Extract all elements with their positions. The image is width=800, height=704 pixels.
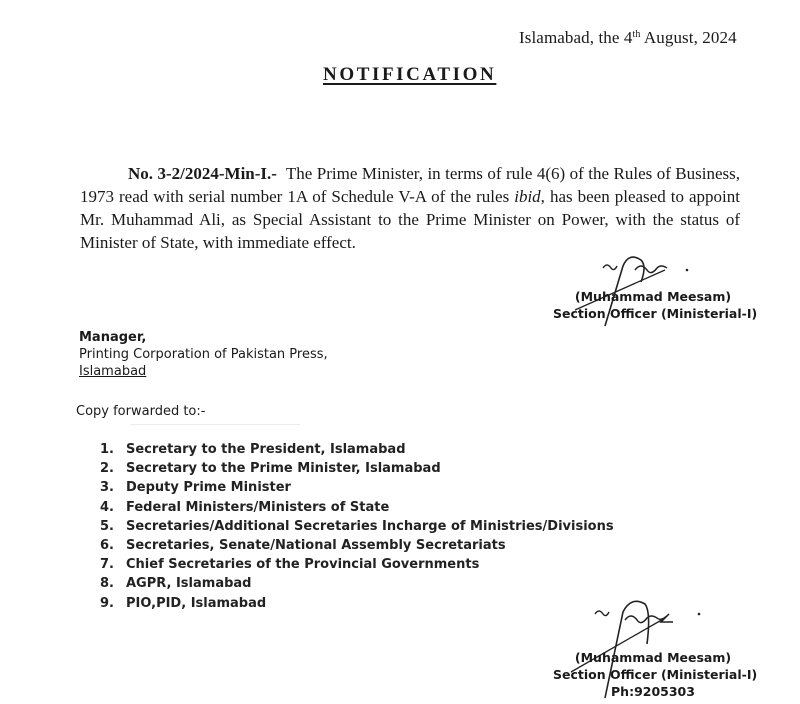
list-item-text: Federal Ministers/Ministers of State [126, 499, 390, 515]
list-item-text: Secretaries, Senate/National Assembly Secretariats [126, 538, 506, 554]
list-item-text: AGPR, Islamabad [126, 576, 252, 592]
notification-number: No. 3-2/2024-Min-I.- [128, 164, 277, 183]
list-item-number: 1. [100, 442, 114, 457]
list-item-number: 2. [100, 461, 114, 477]
dateline [519, 28, 737, 48]
divider [130, 424, 300, 425]
notification-italic: ibid [514, 187, 541, 206]
copy-forwarded-label: Copy forwarded to:- [76, 404, 206, 419]
list-item-text: Deputy Prime Minister [126, 480, 291, 496]
list-item-text: Secretaries/Additional Secretaries Incharge of Ministries/Divisions [126, 518, 614, 534]
signatory-2-designation: Section Officer (Ministerial-I) [553, 667, 758, 682]
list-item [100, 594, 614, 613]
date-place: Islamabad, the 4 [519, 28, 633, 47]
list-item-number: 3. [100, 480, 114, 496]
list-item [100, 440, 614, 459]
list-item-text: Chief Secretaries of the Provincial Governments [126, 557, 480, 573]
addressee-line-2: Printing Corporation of Pakistan Press, [79, 347, 328, 362]
addressee-line-1: Manager, [79, 330, 147, 345]
list-item-number: 6. [100, 538, 114, 554]
list-item-number: 5. [100, 518, 114, 534]
signatory-1-name: (Muhammad Meesam) [574, 289, 732, 304]
list-item [100, 555, 614, 574]
list-item-number: 8. [100, 576, 114, 592]
list-item [100, 574, 614, 593]
list-item-text: Secretary to the President, Islamabad [126, 442, 406, 457]
notification-text-2: , has been pleased to appoint Mr. Muhammad Ali, as Special Assistant to the Prime Minister on Power, with the status of Minister of State, with immediate effect. [80, 187, 740, 252]
signatory-2-name: (Muhammad Meesam) [574, 650, 732, 665]
list-item [100, 498, 614, 517]
list-item-number: 7. [100, 557, 114, 573]
signatory-2-phone: Ph:9205303 [611, 684, 695, 699]
list-item-number: 4. [100, 499, 114, 515]
document-title: NOTIFICATION [323, 64, 497, 85]
list-item [100, 478, 614, 497]
copy-forwarded-list [100, 440, 614, 613]
list-item-text: PIO,PID, Islamabad [126, 595, 267, 611]
date-suffix: th [632, 29, 641, 40]
list-item-text: Secretary to the Prime Minister, Islamabad [126, 461, 441, 477]
addressee [79, 329, 328, 380]
notification-body [80, 162, 740, 254]
date-rest: August, 2024 [640, 28, 737, 47]
signatory-2 [553, 649, 758, 700]
list-item [100, 459, 614, 478]
list-item-number: 9. [100, 595, 114, 611]
list-item [100, 536, 614, 555]
notification-text-1: The Prime Minister, in terms of rule 4(6) of the Rules of Business, 1973 read with serial number 1A of Schedule V-A of the rules [80, 164, 741, 206]
signatory-1-designation: Section Officer (Ministerial-I) [553, 306, 758, 321]
signatory-1 [553, 288, 758, 322]
addressee-line-3: Islamabad [79, 364, 147, 379]
list-item [100, 517, 614, 536]
